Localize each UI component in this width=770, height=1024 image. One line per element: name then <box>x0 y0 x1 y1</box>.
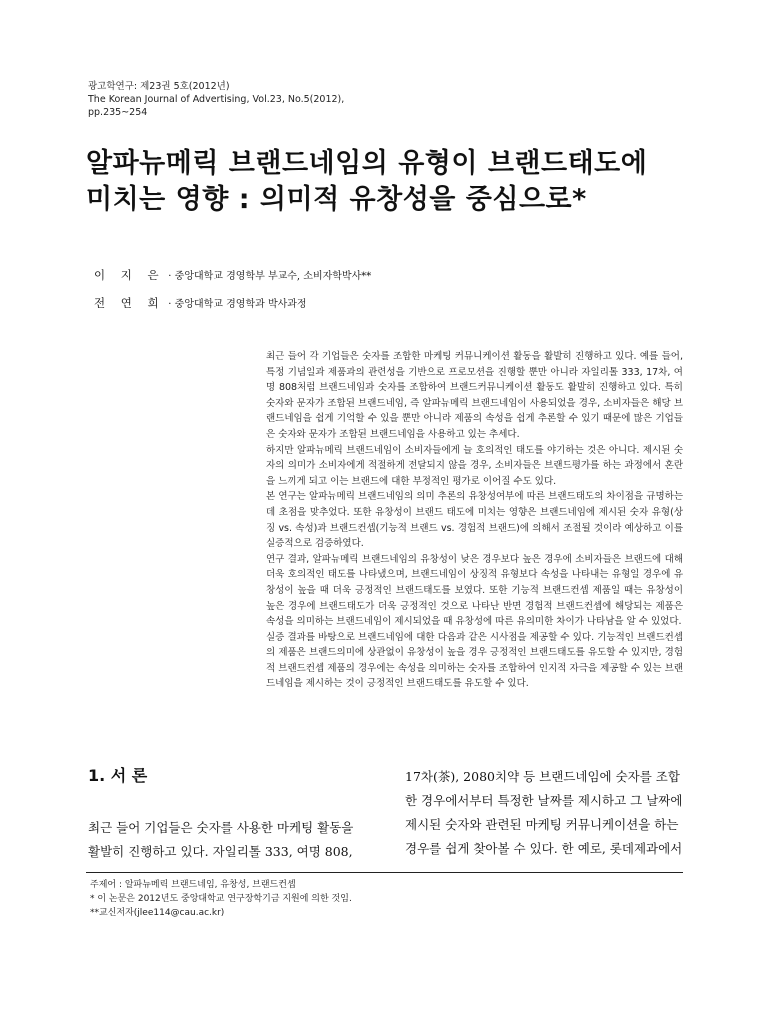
body-line: 17차(茶), 2080치약 등 브랜드네임에 숫자를 조합 <box>405 769 680 784</box>
journal-name-english: The Korean Journal of Advertising, Vol.23, No.5(2012), <box>88 94 345 105</box>
author-2-name: 전 연 희 <box>94 296 165 310</box>
abstract-paragraph-1: 최근 들어 각 기업들은 숫자를 조합한 마케팅 커뮤니케이션 활동을 활발히 진행하고 있다. 예를 들어, 특정 기념일과 제품과의 관련성을 기반으로 프로모션을 진행할 뿐만 아니라 자일리톨 333, 17차, 여명 808처럼 브랜드네임과 숫자를 조합하여 브랜드커뮤니케이션 활동도 활발히 진행하고 있다. 특히 숫자와 문자가 조합된 브랜드네임, 즉 알파뉴메릭 브랜드네임이 사용되었을 경우, 소비자들은 해당 브랜드네임을 쉽게 기억할 수 있을 뿐만 아니라 제품의 속성을 쉽게 추론할 수 있기 때문에 많은 기업들은 숫자와 문자가 조합된 브랜드네임을 사용하고 있는 추세다. <box>266 351 683 440</box>
title-line-1: 알파뉴메릭 브랜드네임의 유형이 브랜드태도에 <box>86 148 648 179</box>
body-column-left <box>88 765 366 864</box>
body-line: 최근 들어 기업들은 숫자를 사용한 마케팅 활동을 <box>88 820 354 835</box>
body-column-right <box>405 765 685 861</box>
body-line: 한 경우에서부터 특정한 날짜를 제시하고 그 날짜에 <box>405 793 683 808</box>
abstract-paragraph-3: 본 연구는 알파뉴메릭 브랜드네임의 의미 추론의 유창성여부에 따른 브랜드태도의 차이점을 규명하는데 초점을 맞추었다. 또한 유창성이 브랜드 태도에 미치는 영향은 브랜드네임에 제시된 숫자 유형(상징 vs. 속성)과 브랜드컨셉(기능적 브랜드 vs. 경험적 브랜드)에 의해서 조절될 것이라 예상하고 이를 실증적으로 검증하였다. <box>266 491 683 550</box>
page-range: pp.235~254 <box>88 107 148 118</box>
footnote-divider <box>86 872 683 873</box>
journal-name-korean: 광고학연구: 제23권 5호(2012년) <box>88 81 230 92</box>
section-heading-introduction: 1. 서 론 <box>88 766 148 785</box>
abstract-paragraph-4: 연구 결과, 알파뉴메릭 브랜드네임의 유창성이 낮은 경우보다 높은 경우에 소비자들은 브랜드에 대해 더욱 호의적인 태도를 나타냈으며, 브랜드네임이 상징적 유형보다 속성을 나타내는 유형일 경우에 유창성이 높을 때 더욱 긍정적인 브랜드태도를 보였다. 또한 기능적 브랜드컨셉 제품일 때는 유창성이 높은 경우에 브랜드태도가 더욱 긍정적인 것으로 나타난 반면 경험적 브랜드컨셉에 해당되는 제품은 속성을 의미하는 브랜드네임이 제시되었을 때 유창성에 따른 유의미한 차이가 나타남을 알 수 있었다. <box>266 553 683 628</box>
corresponding-author-footnote: **교신저자(jlee114@cau.ac.kr) <box>90 908 225 918</box>
author-1-name: 이 지 은 <box>94 268 165 282</box>
funding-footnote: * 이 논문은 2012년도 중앙대학교 연구장학기금 지원에 의한 것임. <box>90 894 352 904</box>
body-line: 제시된 숫자와 관련된 마케팅 커뮤니케이션을 하는 <box>405 817 679 832</box>
body-line: 활발히 진행하고 있다. 자일리톨 333, 여명 808, <box>88 844 353 859</box>
title-line-2: 미치는 영향 : 의미적 유창성을 중심으로* <box>86 184 587 215</box>
footnotes <box>90 878 680 920</box>
body-line: 경우를 쉽게 찾아볼 수 있다. 한 예로, 롯데제과에서 <box>405 841 683 856</box>
abstract <box>266 349 683 692</box>
author-1-affiliation: · 중앙대학교 경영학부 부교수, 소비자학박사** <box>168 271 372 282</box>
author-list <box>94 262 694 318</box>
paper-title <box>86 146 706 218</box>
abstract-paragraph-5: 실증 결과를 바탕으로 브랜드네임에 대한 다음과 같은 시사점을 제공할 수 있다. 기능적인 브랜드컨셉의 제품은 브랜드의미에 상관없이 유창성이 높을 경우 긍정적인 브랜드태도를 유도할 수 있지만, 경험적 브랜드컨셉 제품의 경우에는 속성을 의미하는 숫자를 조합하여 인지적 자극을 제공할 수 있는 브랜드네임을 제시하는 것이 긍정적인 브랜드태도를 유도할 수 있다. <box>266 631 683 690</box>
keywords-footnote: 주제어 : 알파뉴메릭 브랜드네임, 유창성, 브랜드컨셉 <box>90 880 296 890</box>
abstract-paragraph-2: 하지만 알파뉴메릭 브랜드네임이 소비자들에게 늘 호의적인 태도를 야기하는 것은 아니다. 제시된 숫자의 의미가 소비자에게 적절하게 전달되지 않을 경우, 소비자들은 브랜드평가를 하는 과정에서 혼란을 느끼게 되고 이는 브랜드에 대한 부정적인 평가로 이어질 수도 있다. <box>266 444 683 487</box>
author-1 <box>94 262 694 290</box>
author-2 <box>94 290 694 318</box>
journal-header <box>88 80 488 119</box>
author-2-affiliation: · 중앙대학교 경영학과 박사과정 <box>168 299 307 310</box>
